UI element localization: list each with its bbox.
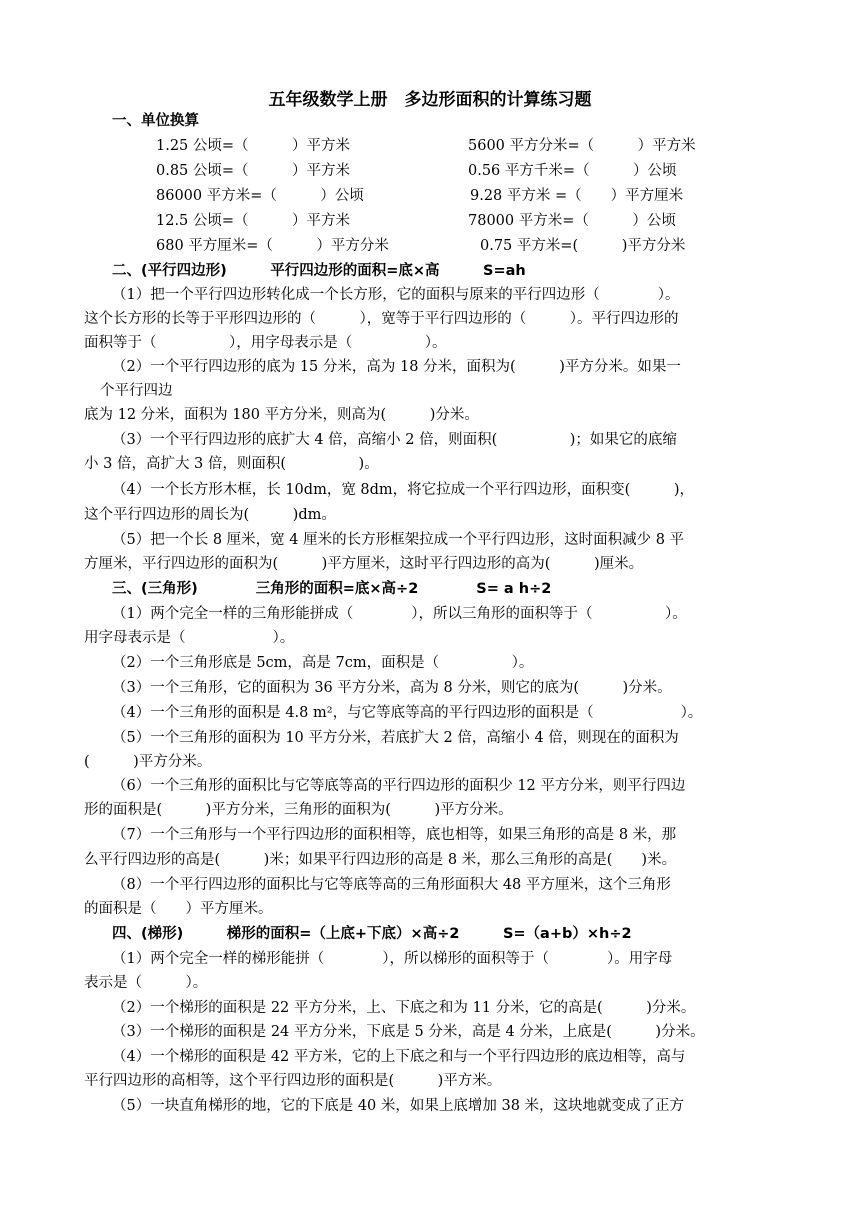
question-line: 面积等于（ ），用字母表示是（ ）。	[84, 335, 447, 351]
conversion-right: 5600 平方分米=（ ）平方米	[468, 138, 696, 154]
question-line: （2）一个平行四边形的底为 15 分米，高为 18 分米，面积为( )平方分米。如果一	[112, 359, 681, 375]
conversion-right: 9.28 平方米 =（ ）平方厘米	[470, 188, 684, 204]
question-line: （2）一个三角形底是 5cm，高是 7cm，面积是（ ）。	[112, 655, 534, 671]
conversion-left: 1.25 公顷=（ ）平方米	[156, 138, 351, 154]
section2-heading: 二、(平行四边形) 平行四边形的面积=底×高 S=ah	[112, 263, 526, 279]
question-line: （7）一个三角形与一个平行四边形的面积相等，底也相等，如果三角形的高是 8 米，那	[112, 827, 677, 843]
section4-heading: 四、(梯形) 梯形的面积=（上底+下底）×高÷2 S=（a+b）×h÷2	[112, 926, 632, 942]
question-line: （3）一个梯形的面积是 24 平方分米，下底是 5 分米，高是 4 分米，上底是( )分米。	[112, 1024, 705, 1040]
question-line: （2）一个梯形的面积是 22 平方分米，上、下底之和为 11 分米，它的高是( )分米。	[112, 1000, 696, 1016]
question-line: 底为 12 分米，面积为 180 平方分米，则高为( )分米。	[84, 407, 479, 423]
question-line: 形的面积是( )平方分米，三角形的面积为( )平方分米。	[84, 802, 513, 818]
question-line: 小 3 倍，高扩大 3 倍，则面积( )。	[84, 456, 379, 472]
conversion-left: 680 平方厘米=（ ）平方分米	[156, 238, 389, 254]
question-line: 用字母表示是（ ）。	[84, 630, 295, 646]
page-title: 五年级数学上册 多边形面积的计算练习题	[268, 90, 592, 110]
question-line: 个平行四边	[100, 383, 173, 399]
question-line: 这个平行四边形的周长为( )dm。	[84, 507, 336, 523]
conversion-left: 0.85 公顷=（ ）平方米	[156, 163, 351, 179]
conversion-left: 12.5 公顷=（ ）平方米	[156, 213, 351, 229]
question-line: （5）把一个长 8 厘米，宽 4 厘米的长方形框架拉成一个平行四边形，这时面积减少 8 平	[112, 532, 685, 548]
question-line: 平行四边形的高相等，这个平行四边形的面积是( )平方米。	[84, 1073, 502, 1089]
question-line: （1）把一个平行四边形转化成一个长方形，它的面积与原来的平行四边形（ ）。	[112, 287, 680, 303]
question-line: 表示是（ ）。	[84, 975, 208, 991]
question-line: （3）一个平行四边形的底扩大 4 倍，高缩小 2 倍，则面积( )；如果它的底缩	[112, 432, 677, 448]
conversion-right: 0.56 平方千米=（ ）公顷	[468, 163, 677, 179]
question-line: 么平行四边形的高是( )米；如果平行四边形的高是 8 米，那么三角形的高是( )米。	[84, 852, 677, 868]
section1-heading: 一、单位换算	[112, 113, 199, 129]
question-line: （1）两个完全一样的梯形能拼（ ），所以梯形的面积等于（ ）。用字母	[112, 951, 673, 967]
conversion-left: 86000 平方米=（ ）公顷	[156, 188, 364, 204]
question-line: （8）一个平行四边形的面积比与它等底等高的三角形面积大 48 平方厘米，这个三角形	[112, 877, 671, 893]
question-line: ( )平方分米。	[84, 754, 212, 770]
question-line: 这个长方形的长等于平形四边形的（ ），宽等于平行四边形的（ ）。平行四边形的	[84, 311, 679, 327]
conversion-right: 78000 平方米=（ ）公顷	[468, 213, 676, 229]
question-line: （1）两个完全一样的三角形能拼成（ ），所以三角形的面积等于（ ）。	[112, 606, 687, 622]
question-line: （5）一个三角形的面积为 10 平方分米，若底扩大 2 倍，高缩小 4 倍，则现在的面积为	[112, 730, 679, 746]
question-line: （4）一个三角形的面积是 4.8 m²，与它等底等高的平行四边形的面积是（ ）。	[112, 705, 703, 721]
question-line: 的面积是（ ）平方厘米。	[84, 901, 273, 917]
question-line: （3）一个三角形，它的面积为 36 平方分米，高为 8 分米，则它的底为( )分米。	[112, 680, 672, 696]
question-line: （6）一个三角形的面积比与它等底等高的平行四边形的面积少 12 平方分米，则平行四边	[112, 778, 686, 794]
question-line: （4）一个梯形的面积是 42 平方米，它的上下底之和与一个平行四边形的底边相等，高与	[112, 1049, 686, 1065]
question-line: （5）一块直角梯形的地，它的下底是 40 米，如果上底增加 38 米，这块地就变成了正方	[112, 1098, 685, 1114]
section3-heading: 三、(三角形) 三角形的面积=底×高÷2 S= a h÷2	[112, 581, 552, 597]
question-line: 方厘米，平行四边形的面积为( )平方厘米，这时平行四边形的高为( )厘米。	[84, 556, 644, 572]
question-line: （4）一个长方形木框，长 10dm，宽 8dm，将它拉成一个平行四边形，面积变( )，	[112, 482, 694, 498]
conversion-right: 0.75 平方米=( )平方分米	[480, 238, 686, 254]
